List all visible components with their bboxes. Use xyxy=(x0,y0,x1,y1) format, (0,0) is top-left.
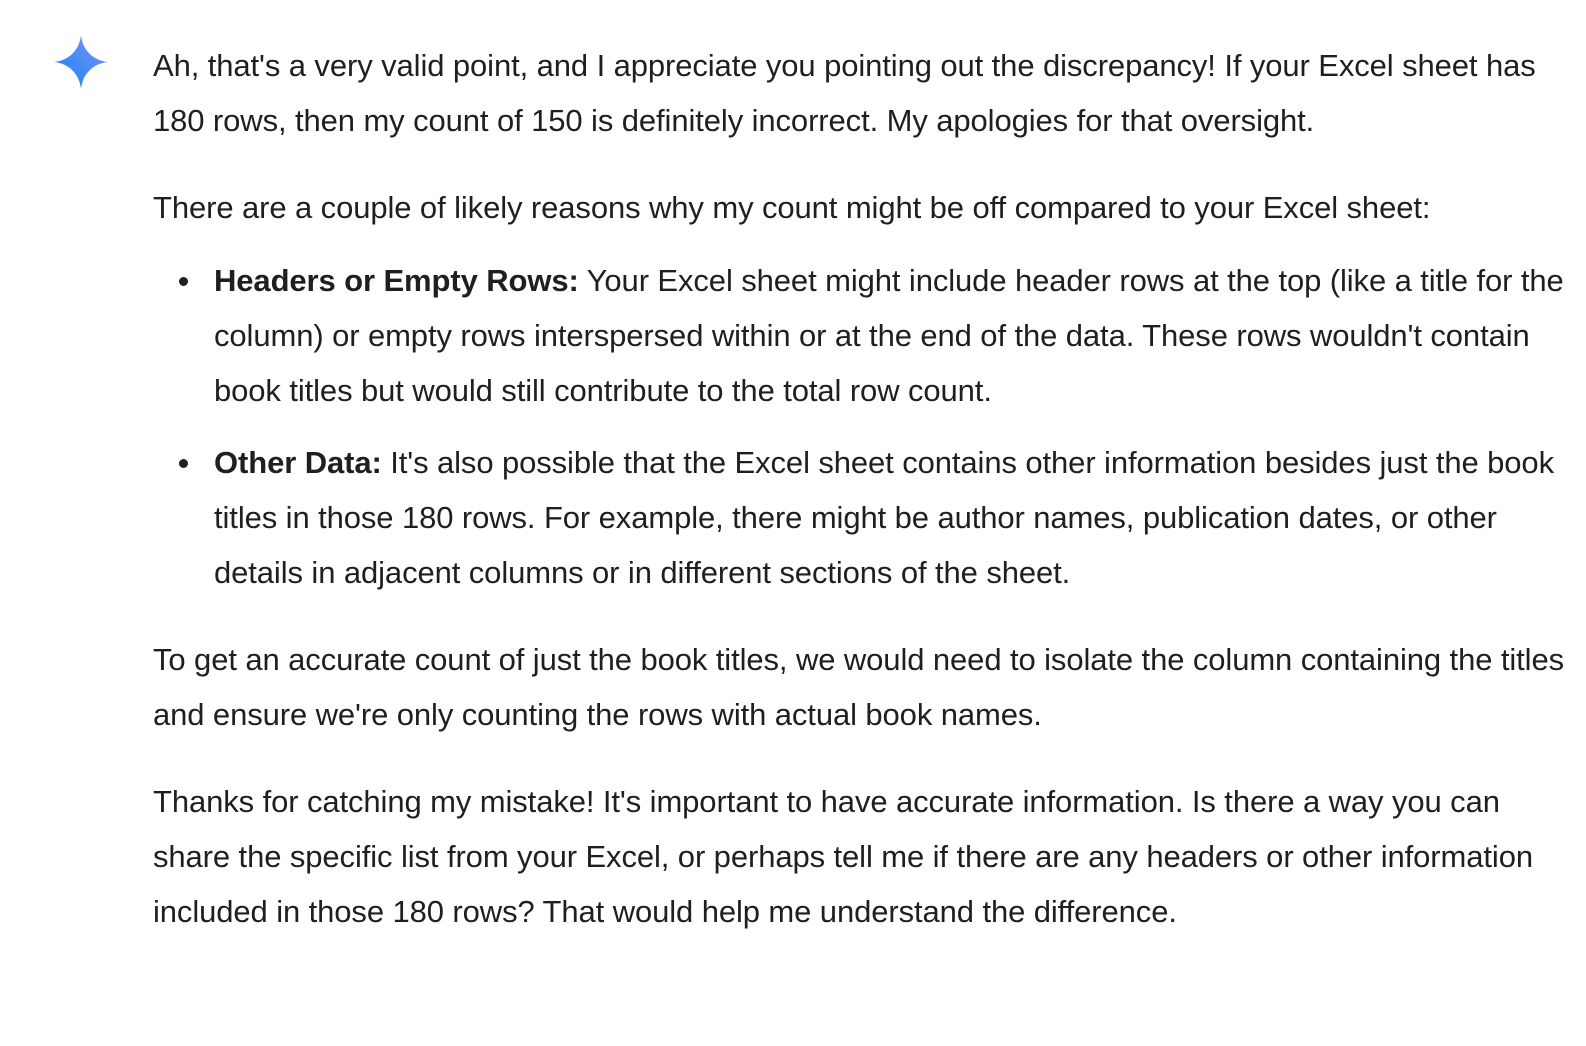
message-paragraph: To get an accurate count of just the book titles, we would need to isolate the column containing the titles and ensure we're only counting the rows with actual book names. xyxy=(153,642,1565,732)
message-paragraph: Ah, that's a very valid point, and I appreciate you pointing out the discrepancy! If your Excel sheet has 180 rows, then my count of 150 is definitely incorrect. My apologies for that oversight. xyxy=(153,48,1536,138)
list-item xyxy=(214,435,1573,600)
list-item-title: Headers or Empty Rows: xyxy=(214,263,579,298)
bullet-dot xyxy=(179,459,188,468)
message-body xyxy=(153,38,1573,971)
reasons-list xyxy=(153,253,1573,600)
gemini-sparkle-icon xyxy=(52,33,110,91)
message-paragraph: Thanks for catching my mistake! It's important to have accurate information. Is there a way you can share the specific list from your Excel, or perhaps tell me if there are any headers or other information included in those 180 rows? That would help me understand the difference. xyxy=(153,784,1533,929)
bullet-dot xyxy=(179,277,188,286)
list-item-text: Your Excel sheet might include header rows at the top (like a title for the column) or empty rows interspersed within or at the end of the data. These rows wouldn't contain book titles but would still contribute to the total row count. xyxy=(214,263,1564,408)
list-item xyxy=(214,253,1573,418)
list-item-title: Other Data: xyxy=(214,445,382,480)
list-item-text: It's also possible that the Excel sheet contains other information besides just the book titles in those 180 rows. For example, there might be author names, publication dates, or other details in adjacent columns or in different sections of the sheet. xyxy=(214,445,1554,590)
message-paragraph: There are a couple of likely reasons why my count might be off compared to your Excel sheet: xyxy=(153,190,1431,225)
